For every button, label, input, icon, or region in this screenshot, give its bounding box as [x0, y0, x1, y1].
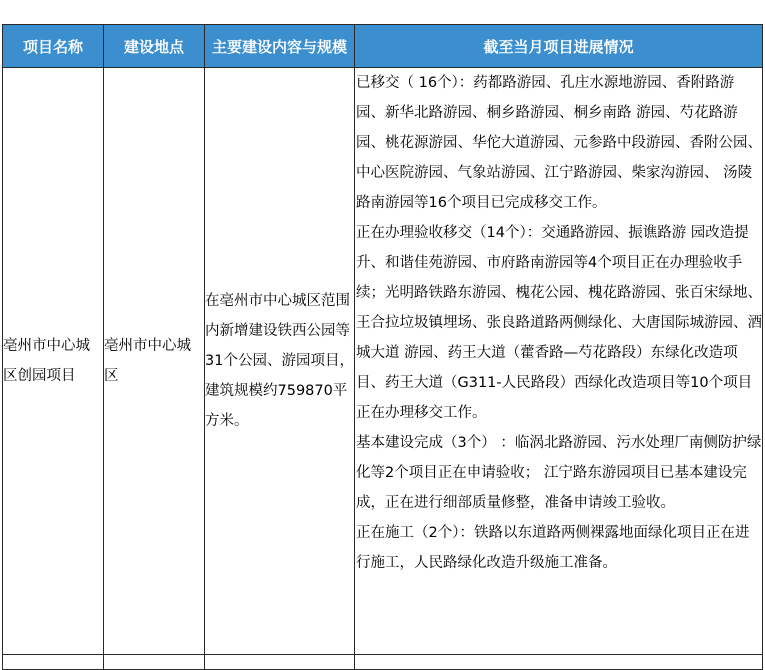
progress-transferred: 已移交（ 16个）：药都路游园、孔庄水源地游园、香附路游园、新华北路游园、桐乡路游园、桐乡南路 游园、芍花路游园、桃花源游园、华佗大道游园、元参路中段游园、香附公园、中心医院游园、气象站游园、江宁路游园、柴家沟游园、 汤陵路南游园等16个项目已完成移交工作。 [356, 75, 762, 211]
header-row [3, 25, 763, 68]
cell-progress[interactable] [355, 68, 763, 655]
cell-empty[interactable] [3, 655, 104, 670]
cell-content-scale[interactable]: 在亳州市中心城区范围内新增建设铁西公园等31个公园、游园项目，建筑规模约759870平方米。 [205, 68, 355, 655]
table-row-partial [3, 655, 763, 670]
cell-empty[interactable] [355, 655, 763, 670]
cell-location[interactable]: 亳州市中心城区 [104, 68, 205, 655]
header-content-scale[interactable]: 主要建设内容与规模 [205, 25, 355, 68]
top-blank-row [0, 0, 765, 24]
cell-empty[interactable] [104, 655, 205, 670]
header-location[interactable]: 建设地点 [104, 25, 205, 68]
progress-acceptance: 正在办理验收移交（14个）：交通路游园、振谯路游 园改造提升、和谐佳苑游园、市府路南游园等4个项目正在办理验收手续；光明路铁路东游园、槐花公园、槐花路游园、张百宋绿地、王合拉垃圾镇埋场、张良路道路两侧绿化、大唐国际城游园、酒城大道 游园、药王大道（藿香路—芍花路段）东绿化改造项目、药王大道（G311-人民路段）西绿化改造项目等10个项目正在办理移交工作。 [356, 225, 762, 421]
progress-construction-complete: 基本建设完成（3个） ：临涡北路游园、污水处理厂南侧防护绿化等2个项目正在申请验收； 江宁路东游园项目已基本建设完成，正在进行细部质量修整，准备申请竣工验收。 [356, 435, 762, 511]
project-table [2, 24, 763, 670]
cell-empty[interactable] [205, 655, 355, 670]
header-progress[interactable]: 截至当月项目进展情况 [355, 25, 763, 68]
cell-project-name[interactable]: 亳州市中心城区创园项目 [3, 68, 104, 655]
table-row [3, 68, 763, 655]
header-project-name[interactable]: 项目名称 [3, 25, 104, 68]
progress-under-construction: 正在施工（2个）：铁路以东道路两侧裸露地面绿化项目正在进行施工，人民路绿化改造升级施工准备。 [356, 525, 750, 571]
